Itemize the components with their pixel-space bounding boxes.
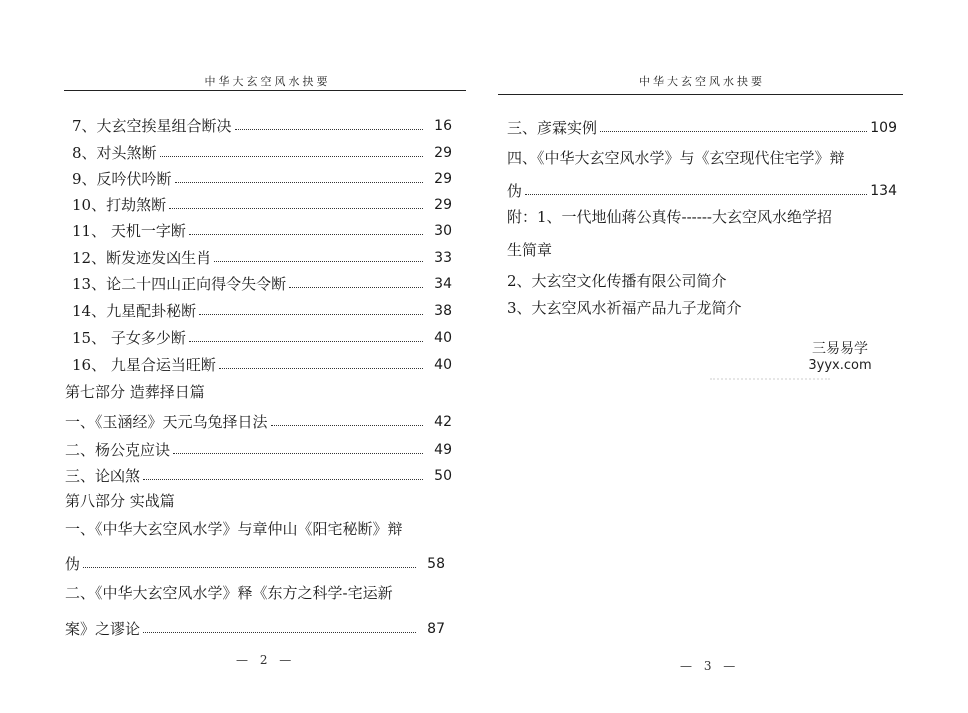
- toc-entry-title: 8、对头煞断: [72, 144, 157, 162]
- toc-leader: [160, 156, 423, 157]
- toc-leader: [289, 287, 423, 288]
- toc-entry[interactable]: [72, 143, 452, 163]
- toc-entry-page: 29: [434, 145, 452, 161]
- toc-entry-page: 58: [427, 556, 445, 572]
- toc-entry[interactable]: [65, 619, 445, 639]
- toc-leader: [189, 234, 423, 235]
- toc-entry[interactable]: [72, 116, 452, 136]
- toc-entry-page: 30: [434, 223, 452, 239]
- toc-leader: [175, 182, 423, 183]
- section-heading: 第七部分 造葬择日篇: [65, 383, 205, 401]
- toc-leader: [525, 194, 867, 195]
- toc-entry[interactable]: [507, 181, 897, 201]
- toc-entry-page: 34: [434, 276, 452, 292]
- left-header-rule: [64, 90, 466, 91]
- toc-entry-page: 49: [434, 442, 452, 458]
- toc-leader: [219, 368, 423, 369]
- toc-entry[interactable]: [72, 221, 452, 241]
- left-page-number: — 2 —: [236, 653, 296, 667]
- toc-entry-page: 134: [870, 183, 897, 199]
- toc-entry-title-line2: 伪: [507, 182, 523, 200]
- toc-entry-page: 40: [434, 330, 452, 346]
- left-running-header: 中华大玄空风水抉要: [204, 75, 331, 88]
- right-header-rule: [498, 94, 903, 95]
- scan-artifact: [710, 378, 830, 380]
- section-heading: 第八部分 实战篇: [65, 492, 175, 510]
- toc-entry[interactable]: [65, 440, 452, 460]
- toc-entry-title: 12、断发迹发凶生肖: [72, 249, 212, 267]
- toc-entry-page: 87: [427, 621, 445, 637]
- left-page: [0, 0, 480, 713]
- toc-leader: [199, 314, 423, 315]
- toc-entry-title: 二、杨公克应诀: [65, 441, 171, 459]
- toc-entry[interactable]: [65, 466, 452, 486]
- toc-entry-title: 16、 九星合运当旺断: [72, 356, 216, 374]
- toc-entry-page: 38: [434, 303, 452, 319]
- toc-entry-title-line1: 四、《中华大玄空风水学》与《玄空现代住宅学》辩: [507, 149, 845, 167]
- watermark-brand: 三易易学: [812, 341, 868, 357]
- toc-leader: [143, 632, 416, 633]
- toc-entry-title: 15、 子女多少断: [72, 329, 186, 347]
- toc-entry[interactable]: [72, 169, 452, 189]
- toc-entry-title-line2: 伪: [65, 555, 81, 573]
- toc-entry-page: 109: [870, 120, 897, 136]
- toc-entry-title-line2: 案》之谬论: [65, 620, 141, 638]
- toc-leader: [235, 129, 423, 130]
- toc-entry-page: 29: [434, 197, 452, 213]
- toc-leader: [189, 341, 423, 342]
- right-page-number: — 3 —: [680, 659, 740, 673]
- toc-entry-title: 三、论凶煞: [65, 467, 141, 485]
- appendix-item[interactable]: 2、大玄空文化传播有限公司简介: [507, 272, 727, 290]
- right-page: [490, 0, 968, 713]
- toc-entry-page: 40: [434, 357, 452, 373]
- toc-entry-title: 13、论二十四山正向得令失令断: [72, 275, 287, 293]
- toc-leader: [143, 479, 423, 480]
- toc-leader: [169, 208, 423, 209]
- toc-entry[interactable]: [72, 274, 452, 294]
- toc-leader: [83, 567, 416, 568]
- toc-entry-title-line1: 二、《中华大玄空风水学》释《东方之科学-宅运新: [65, 584, 393, 602]
- appendix-line1: 附：1、一代地仙蒋公真传------大玄空风水绝学招: [507, 208, 832, 226]
- toc-leader: [271, 425, 423, 426]
- toc-entry-title: 7、大玄空挨星组合断决: [72, 117, 232, 135]
- toc-leader: [600, 131, 867, 132]
- toc-entry-title: 三、彦霖实例: [507, 119, 598, 137]
- toc-entry-page: 50: [434, 468, 452, 484]
- toc-entry-page: 16: [434, 118, 452, 134]
- toc-entry[interactable]: [72, 328, 452, 348]
- watermark-url[interactable]: 3yyx.com: [808, 358, 872, 373]
- right-running-header: 中华大玄空风水抉要: [639, 75, 765, 88]
- toc-entry[interactable]: [72, 355, 452, 375]
- toc-entry[interactable]: [72, 301, 452, 321]
- toc-entry-title: 10、打劫煞断: [72, 196, 167, 214]
- toc-entry-title: 一、《玉涵经》天元乌兔择日法: [65, 413, 268, 431]
- toc-entry[interactable]: [65, 554, 445, 574]
- toc-leader: [173, 453, 423, 454]
- toc-entry-page: 29: [434, 171, 452, 187]
- toc-entry-title-line1: 一、《中华大玄空风水学》与章仲山《阳宅秘断》辩: [65, 520, 403, 538]
- appendix-line2: 生简章: [507, 241, 553, 259]
- toc-entry[interactable]: [65, 412, 452, 432]
- toc-entry-page: 33: [434, 250, 452, 266]
- toc-entry-title: 9、反吟伏吟断: [72, 170, 172, 188]
- toc-entry-title: 11、 天机一字断: [72, 222, 186, 240]
- toc-entry-page: 42: [434, 414, 452, 430]
- toc-entry[interactable]: [72, 248, 452, 268]
- toc-entry-title: 14、九星配卦秘断: [72, 302, 197, 320]
- appendix-item[interactable]: 3、大玄空风水祈福产品九子龙简介: [507, 299, 742, 317]
- toc-entry[interactable]: [72, 195, 452, 215]
- toc-entry[interactable]: [507, 118, 897, 138]
- toc-leader: [214, 261, 423, 262]
